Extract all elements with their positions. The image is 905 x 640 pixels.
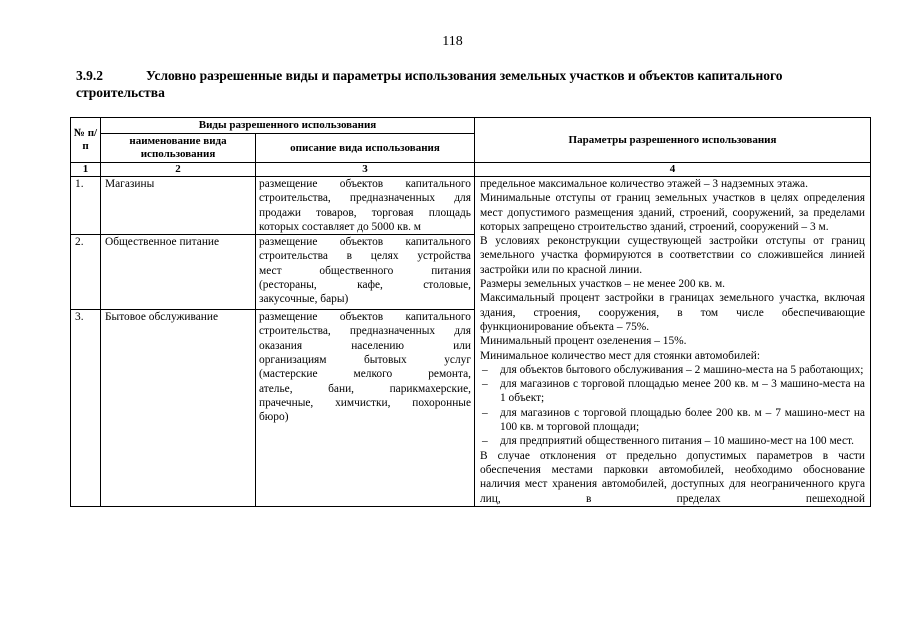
col-number-3: 3: [256, 163, 475, 177]
header-name: наименование вида использования: [101, 134, 256, 163]
page-number: 118: [442, 34, 463, 49]
row-desc: размещение объектов капитального строительства, предназначенных для оказания населению или организациям бытовых услуг (мастерские мелкого ремонта, ателье, бани, парикмахерские, прачечные, химчистки, похоронные бюро): [256, 310, 475, 507]
row-num: 3.: [71, 310, 101, 507]
table-row: [71, 177, 871, 235]
regulations-table: [70, 117, 871, 507]
row-desc: размещение объектов капитального строительства в целях устройства мест общественного питания (рестораны, кафе, столовые, закусочные, бары): [256, 235, 475, 310]
row-name: Бытовое обслуживание: [101, 310, 256, 507]
section-heading: [76, 67, 866, 101]
col-number-2: 2: [101, 163, 256, 177]
row-num: 2.: [71, 235, 101, 310]
row-name: Общественное питание: [101, 235, 256, 310]
param-text: Размеры земельных участков – не менее 200 кв. м.: [480, 278, 726, 291]
row-num: 1.: [71, 177, 101, 235]
param-text: Минимальный процент озеленения – 15%.: [480, 335, 687, 348]
param-text: Минимальные отступы от границ земельных участков в целях определения мест допустимого размещения зданий, строений, сооружений, за пределами которых запрещено строительство зданий, строений, сооружений – 3 м.: [480, 192, 865, 233]
header-params: Параметры разрешенного использования: [475, 118, 871, 163]
params-cell: [475, 177, 871, 507]
header-group: Виды разрешенного использования: [101, 118, 475, 134]
row-name: Магазины: [101, 177, 256, 235]
param-text: В случае отклонения от предельно допустимых параметров в части обеспечения местами парковки автомобилей, необходимо обоснование наличия мест хранения автомобилей, доступных для неограниченного круга лиц, в пределах пешеходной: [480, 449, 865, 505]
param-text: В условиях реконструкции существующей застройки отступы от границ земельного участка формируются в соответствии со сложившейся линией застройки или по красной линии.: [480, 235, 865, 276]
parking-list: [480, 363, 865, 449]
list-item: – для магазинов с торговой площадью менее 200 кв. м – 3 машино-места на 1 объект;: [482, 378, 865, 405]
list-item: – для объектов бытового обслуживания – 2 машино-места на 5 работающих;: [482, 363, 864, 376]
param-text: Максимальный процент застройки в границах земельного участка, включая здания, строения, сооружения, в том числе обеспечивающие функционирование объекта – 75%.: [480, 292, 865, 333]
param-text: предельное максимальное количество этажей – 3 надземных этажа.: [480, 178, 808, 190]
list-item: – для магазинов с торговой площадью более 200 кв. м – 7 машино-мест на 100 кв. м торговой площади;: [482, 406, 865, 434]
section-title: Условно разрешенные виды и параметры использования земельных участков и объектов капитального строительства: [76, 68, 783, 100]
col-number-4: 4: [475, 163, 871, 177]
section-number: 3.9.2: [76, 68, 103, 83]
header-num: № п/п: [71, 118, 101, 163]
row-desc: размещение объектов капитального строительства, предназначенных для продажи товаров, торговая площадь которых составляет до 5000 кв. м: [256, 177, 475, 235]
header-desc: описание вида использования: [256, 134, 475, 163]
param-text: Минимальное количество мест для стоянки автомобилей:: [480, 349, 761, 362]
col-number-1: 1: [71, 163, 101, 177]
list-item: – для предприятий общественного питания – 10 машино-мест на 100 мест.: [482, 435, 855, 448]
